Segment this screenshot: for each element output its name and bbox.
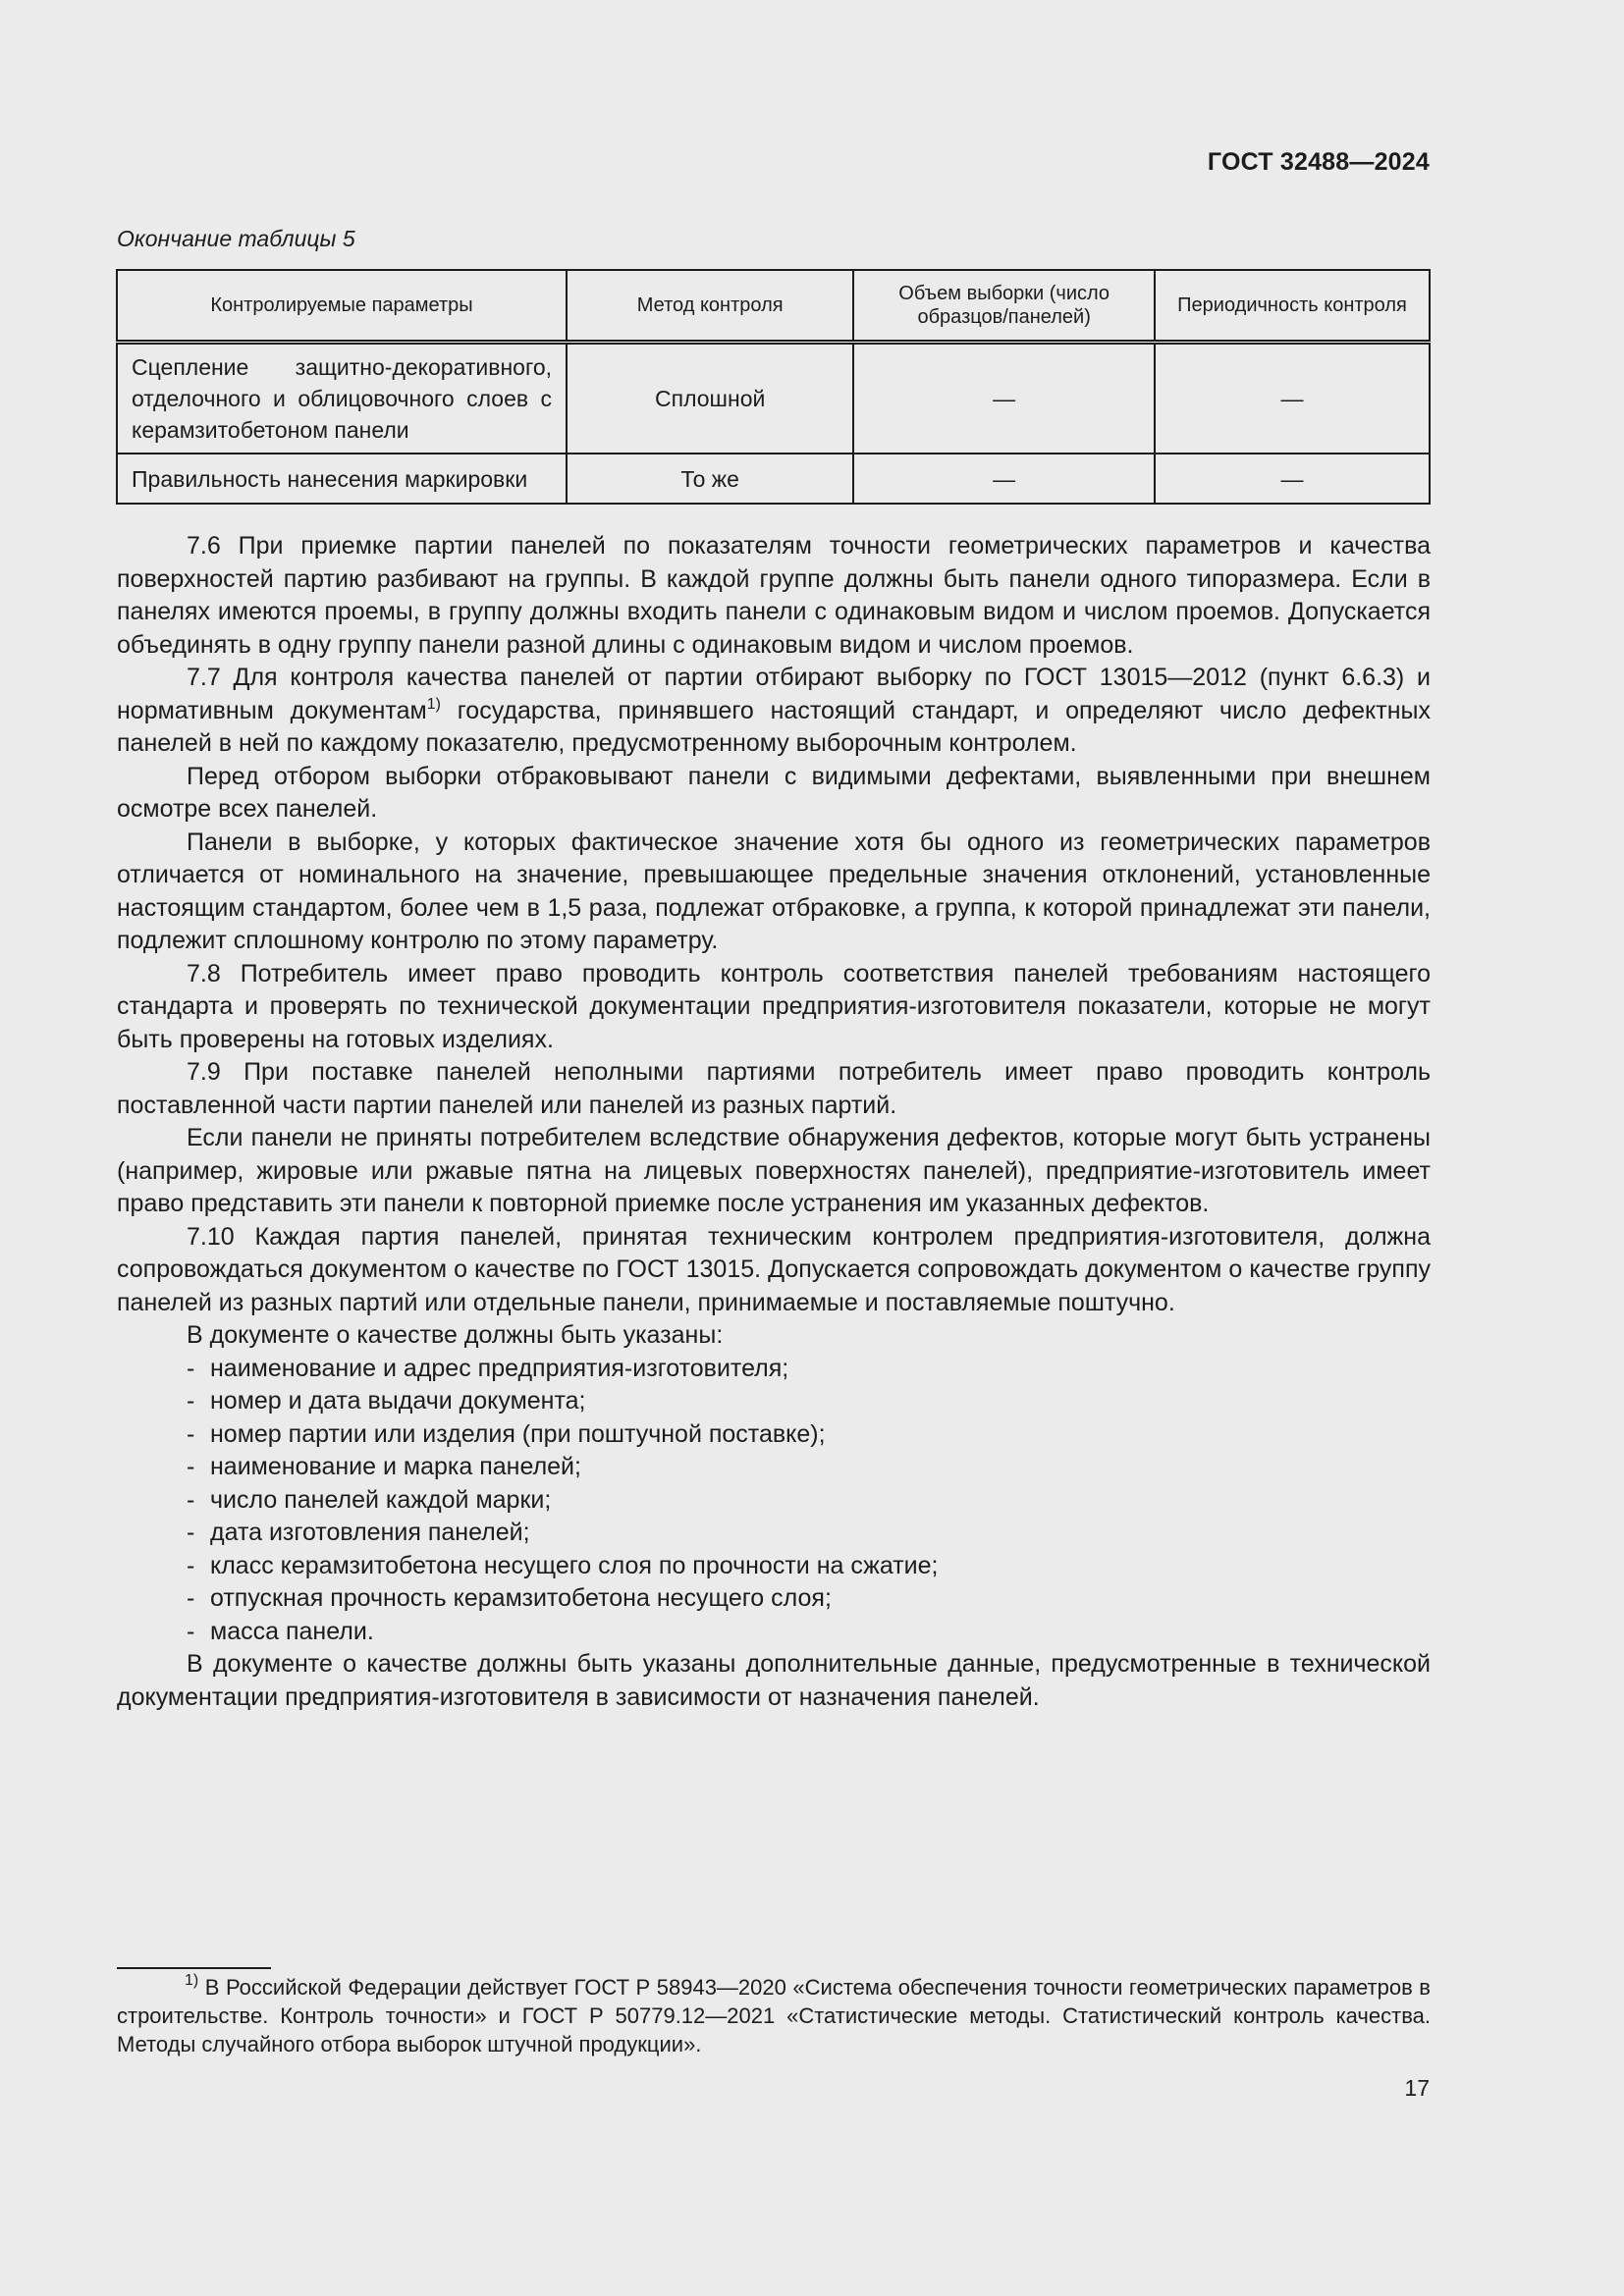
footnote-divider [117,1967,271,1969]
cell-sample-size: — [853,454,1155,504]
paragraph: Если панели не приняты потребителем вследствие обнаружения дефектов, которые могут быть устранены (например, жировые или ржавые пятна на лицевых поверхностях панелей), предприятие-изготовитель имеет право представить эти панели к повторной приемке после устранения им указанных дефектов. [117,1124,1431,1217]
paragraph-7-8: 7.8 Потребитель имеет право проводить контроль соответствия панелей требованиям настоящего стандарта и проверять по технической документации предприятия-изготовителя показатели, которые не могут быть проверены на готовых изделиях. [117,959,1431,1053]
cell-sample-size: — [853,343,1155,454]
table-caption: Окончание таблицы 5 [117,226,355,251]
paragraph-7-9: 7.9 При поставке панелей неполными партиями потребитель имеет право проводить контроль поставленной части партии панелей или панелей из разных партий. [117,1058,1431,1119]
list-item: - наименование и адрес предприятия-изготовителя; [187,1353,1431,1386]
footnote-marker: 1) [185,1972,199,1989]
paragraph-7-6: 7.6 При приемке партии панелей по показателям точности геометрических параметров и качества поверхностей партию разбивают на группы. В каждой группе должны быть панели одного типоразмера. Если в панелях имеются проемы, в группу должны входить панели с одинаковым видом и числом проемов. Допускается объединять в одну группу панели разной длины с одинаковым видом и числом проемов. [117,532,1431,659]
cell-parameter: Правильность нанесения маркировки [117,454,567,504]
column-header-parameters: Контролируемые параметры [117,270,567,343]
table-header-row [117,270,1430,343]
table-row [117,454,1430,504]
page-number: 17 [1404,2075,1430,2101]
paragraph: Перед отбором выборки отбраковывают панели с видимыми дефектами, выявленными при внешнем осмотре всех панелей. [117,762,1431,823]
list-item: - отпускная прочность керамзитобетона несущего слоя; [187,1582,1431,1616]
paragraph-7-10: 7.10 Каждая партия панелей, принятая техническим контролем предприятия-изготовителя, должна сопровождаться документом о качестве по ГОСТ 13015. Допускается сопровождать документом о качестве группу панелей из разных партий или отдельные панели, принимаемые и поставляемые поштучно. [117,1222,1431,1316]
paragraph-7-7 [117,662,1431,761]
control-table [116,269,1431,505]
paragraph: В документе о качестве должны быть указаны дополнительные данные, предусмотренные в технической документации предприятия-изготовителя в зависимости от назначения панелей. [117,1650,1431,1711]
footnote-reference[interactable]: 1) [426,695,441,713]
footnote-text: В Российской Федерации действует ГОСТ Р 58943—2020 «Система обеспечения точности геометрических параметров в строительстве. Контроль точности» и ГОСТ Р 50779.12—2021 «Статистические методы. Статистический контроль качества. Методы случайного отбора выборок штучной продукции». [117,1975,1431,2056]
paragraph-7-7-end: государства, принявшего настоящий стандарт, и определяют число дефектных панелей в ней по каждому показателю, предусмотренному выборочным контролем. [117,696,1431,757]
column-header-sample-size: Объем выборки (число образцов/панелей) [853,270,1155,343]
column-header-method: Метод контроля [567,270,853,343]
cell-periodicity: — [1155,454,1430,504]
list-item: - число панелей каждой марки; [187,1484,1431,1518]
footnote [117,1973,1431,2058]
cell-parameter: Сцепление защитно-декоративного, отделочного и облицовочного слоев с керамзитобетоном панели [117,343,567,454]
list-item: - номер и дата выдачи документа; [187,1385,1431,1418]
quality-document-list [117,1353,1431,1649]
paragraph: В документе о качестве должны быть указаны: [187,1321,724,1349]
cell-method: Сплошной [567,343,853,454]
table-row [117,343,1430,454]
cell-method: То же [567,454,853,504]
list-item: - наименование и марка панелей; [187,1451,1431,1484]
list-item: - дата изготовления панелей; [187,1517,1431,1550]
list-item: - класс керамзитобетона несущего слоя по прочности на сжатие; [187,1550,1431,1583]
paragraph: Панели в выборке, у которых фактическое значение хотя бы одного из геометрических параметров отличается от номинального на значение, превышающее предельные значения отклонений, установленные настоящим стандартом, более чем в 1,5 раза, подлежат отбраковке, а группа, к которой принадлежат эти панели, подлежит сплошному контролю по этому параметру. [117,828,1431,954]
list-item: - номер партии или изделия (при поштучной поставке); [187,1418,1431,1452]
list-item: - масса панели. [187,1616,1431,1649]
body-text [117,530,1431,1714]
column-header-periodicity: Периодичность контроля [1155,270,1430,343]
paragraph-7-7-start: 7.7 Для контроля качества панелей от партии отбирают выборку по ГОСТ 13015—2012 (пункт 6.6.3) и нормативным документам [117,664,1431,724]
cell-periodicity: — [1155,343,1430,454]
document-code: ГОСТ 32488—2024 [1207,148,1430,176]
